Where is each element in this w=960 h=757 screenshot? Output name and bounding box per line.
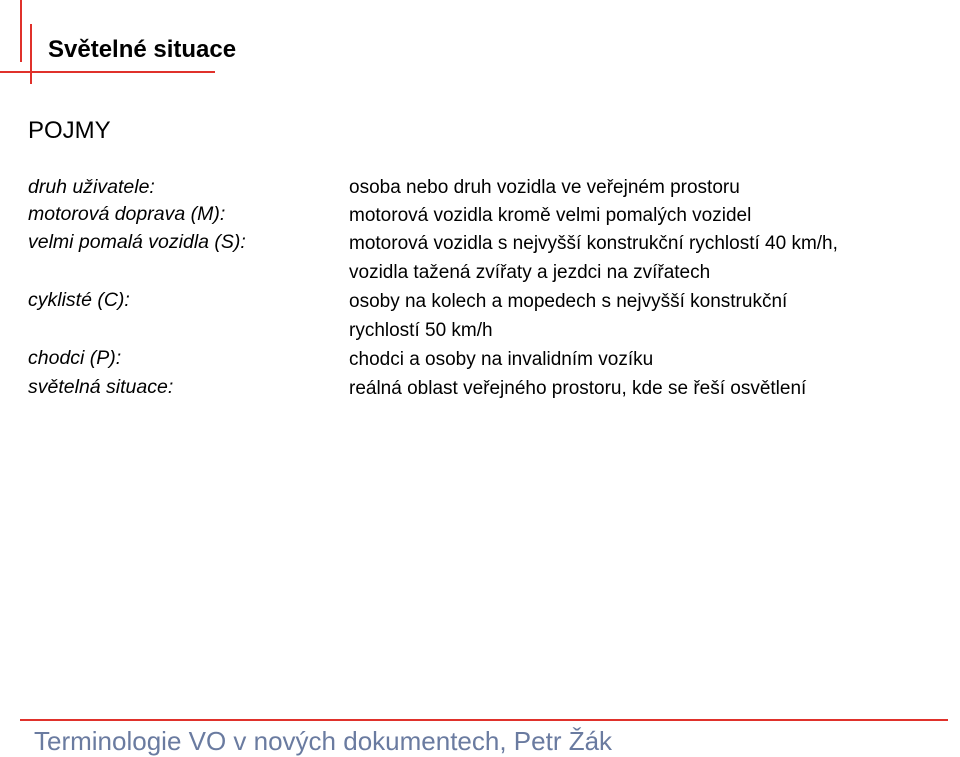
term-label: chodci (P):: [28, 347, 122, 369]
term-label: druh uživatele:: [28, 176, 155, 198]
definition-text: reálná oblast veřejného prostoru, kde se řeší osvětlení: [349, 378, 807, 399]
definition-text: osoby na kolech a mopedech s nejvyšší konstrukční: [349, 291, 788, 312]
term-label: motorová doprava (M):: [28, 203, 226, 225]
footer-divider: [20, 719, 948, 721]
term-label: cyklisté (C):: [28, 289, 130, 311]
definition-text: motorová vozidla kromě velmi pomalých vozidel: [349, 205, 752, 226]
term-label: světelná situace:: [28, 376, 174, 398]
definition-text: vozidla tažená zvířaty a jezdci na zvířatech: [349, 262, 711, 283]
definition-text: chodci a osoby na invalidním vozíku: [349, 349, 654, 370]
definition-text: osoba nebo druh vozidla ve veřejném prostoru: [349, 177, 740, 198]
definition-text: motorová vozidla s nejvyšší konstrukční rychlostí 40 km/h,: [349, 233, 838, 254]
decorative-vertical-line: [30, 24, 32, 84]
section-heading: POJMY: [28, 117, 111, 144]
term-label: velmi pomalá vozidla (S):: [28, 231, 246, 253]
title-underline: [0, 71, 215, 73]
decorative-vertical-line: [20, 0, 22, 62]
definition-text: rychlostí 50 km/h: [349, 320, 493, 341]
slide-title: Světelné situace: [48, 36, 237, 63]
footer-text: Terminologie VO v nových dokumentech, Petr Žák: [34, 726, 613, 756]
